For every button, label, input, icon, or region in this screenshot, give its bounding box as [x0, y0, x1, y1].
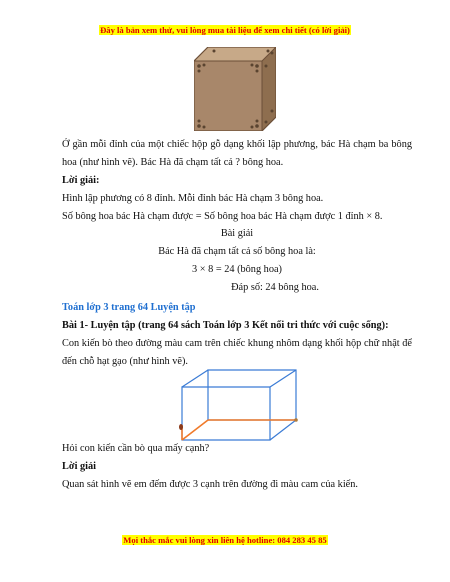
ant-icon: [179, 424, 183, 430]
intro-paragraph: Ở gần mỗi đỉnh của một chiếc hộp gỗ dạng khối lập phương, bác Hà chạm ba bông hoa (như hình vẽ). Bác Hà đã chạm tất cả ? bông hoa.: [62, 139, 412, 168]
wooden-cube-image: [194, 47, 276, 131]
answer-text: Quan sát hình vẽ em đếm được 3 cạnh trên đường đi màu cam của kiến.: [62, 479, 358, 490]
work-calculation: 3 × 8 = 24 (bông hoa): [192, 264, 282, 275]
hotline-notice: Mọi thắc mắc vui lòng xin liên hệ hotline: 084 283 45 85: [123, 535, 327, 545]
work-title: Bài giải: [220, 228, 254, 239]
solution-line-1: Hình lập phương có 8 đỉnh. Mỗi đỉnh bác Hà chạm 3 bông hoa.: [62, 193, 324, 204]
preview-notice: Đây là bản xem thử, vui lòng mua tài liệu để xem chi tiết (có lời giải): [100, 25, 350, 35]
work-statement: Bác Hà đã chạm tất cả số bông hoa là:: [158, 246, 316, 257]
question: Hỏi con kiến cần bò qua mấy cạnh?: [62, 443, 210, 454]
work-answer: Đáp số: 24 bông hoa.: [231, 282, 319, 293]
section-title: Toán lớp 3 trang 64 Luyện tập: [62, 302, 196, 313]
rice-grain-icon: [294, 418, 298, 422]
solution-heading-2: Lời giải: [62, 461, 97, 472]
exercise-title: Bài 1- Luyện tập (trang 64 sách Toán lớp 3 Kết nối tri thức với cuộc sống):: [62, 320, 389, 331]
exercise-text: Con kiến bò theo đường màu cam trên chiếc khung nhôm dạng khối hộp chữ nhật để đến chỗ hạt gạo (như hình vẽ).: [62, 338, 412, 367]
wire-frame-box-image: [178, 365, 298, 447]
solution-heading: Lời giải:: [62, 175, 100, 186]
solution-line-2: Số bông hoa bác Hà chạm được = Số bông hoa bác Hà chạm được 1 đỉnh × 8.: [62, 211, 383, 222]
